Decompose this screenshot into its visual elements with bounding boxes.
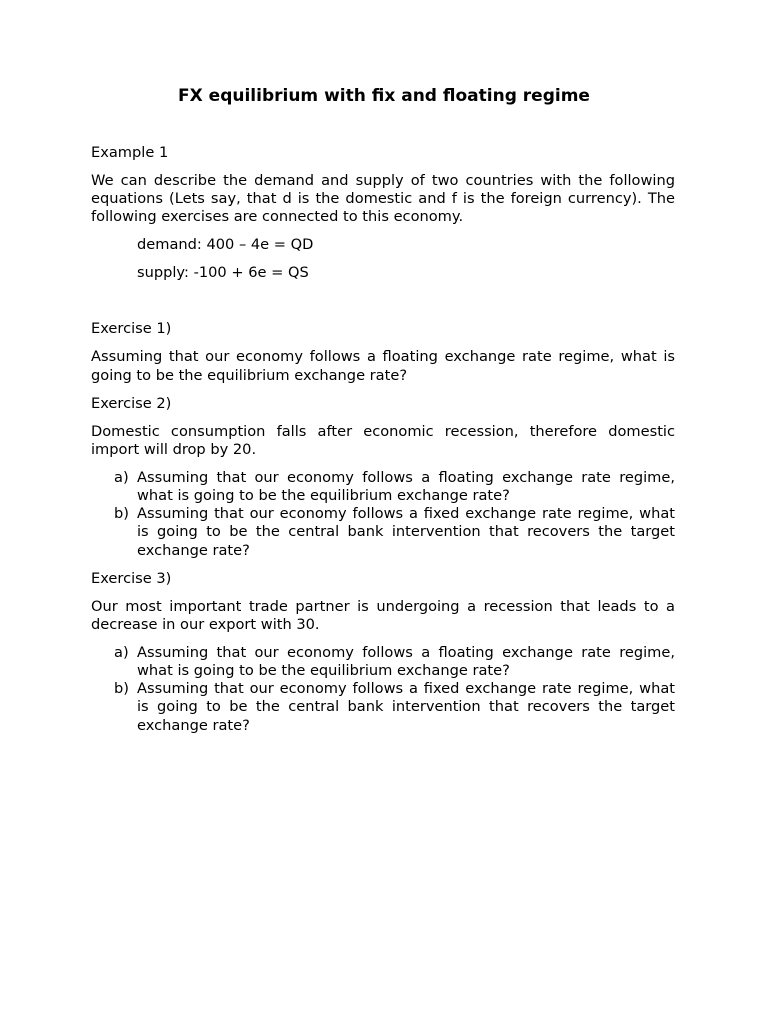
exercise-2-text: Domestic consumption falls after economic recession, therefore domestic import will drop by 20. — [91, 422, 675, 458]
exercise-3-heading: Exercise 3) — [91, 569, 172, 587]
exercise-3-text: Our most important trade partner is undergoing a recession that leads to a decrease in our export with 30. — [91, 597, 675, 633]
list-item-text: Assuming that our economy follows a fixed exchange rate regime, what is going to be the central bank intervention that recovers the target exchange rate? — [137, 680, 675, 734]
list-item — [91, 680, 675, 735]
example-heading: Example 1 — [91, 144, 169, 161]
list-item-text: Assuming that our economy follows a fixed exchange rate regime, what is going to be the central bank intervention that recovers the target exchange rate? — [137, 505, 675, 559]
list-item — [91, 644, 675, 680]
intro-paragraph: We can describe the demand and supply of two countries with the following equations (Lets say, that d is the domestic and f is the foreign currency). The following exercises are connected to this economy. — [91, 172, 675, 226]
list-marker: b) — [114, 505, 129, 523]
exercise-1-heading: Exercise 1) — [91, 320, 172, 338]
supply-equation: supply: -100 + 6e = QS — [137, 264, 309, 282]
list-item — [91, 469, 675, 505]
list-marker: b) — [114, 680, 129, 698]
list-item — [91, 505, 675, 560]
list-marker: a) — [114, 643, 129, 661]
document-body — [91, 144, 675, 745]
exercise-2-heading: Exercise 2) — [91, 394, 172, 412]
exercise-3-list — [91, 644, 675, 735]
list-marker: a) — [114, 468, 129, 486]
document-title: FX equilibrium with fix and floating regime — [178, 86, 590, 106]
exercise-2-list — [91, 469, 675, 560]
exercise-1-text: Assuming that our economy follows a floating exchange rate regime, what is going to be the equilibrium exchange rate? — [91, 348, 675, 384]
list-item-text: Assuming that our economy follows a floating exchange rate regime, what is going to be the equilibrium exchange rate? — [137, 643, 675, 680]
list-item-text: Assuming that our economy follows a floating exchange rate regime, what is going to be the equilibrium exchange rate? — [137, 468, 675, 505]
demand-equation: demand: 400 – 4e = QD — [137, 236, 314, 254]
spacer — [91, 292, 675, 320]
